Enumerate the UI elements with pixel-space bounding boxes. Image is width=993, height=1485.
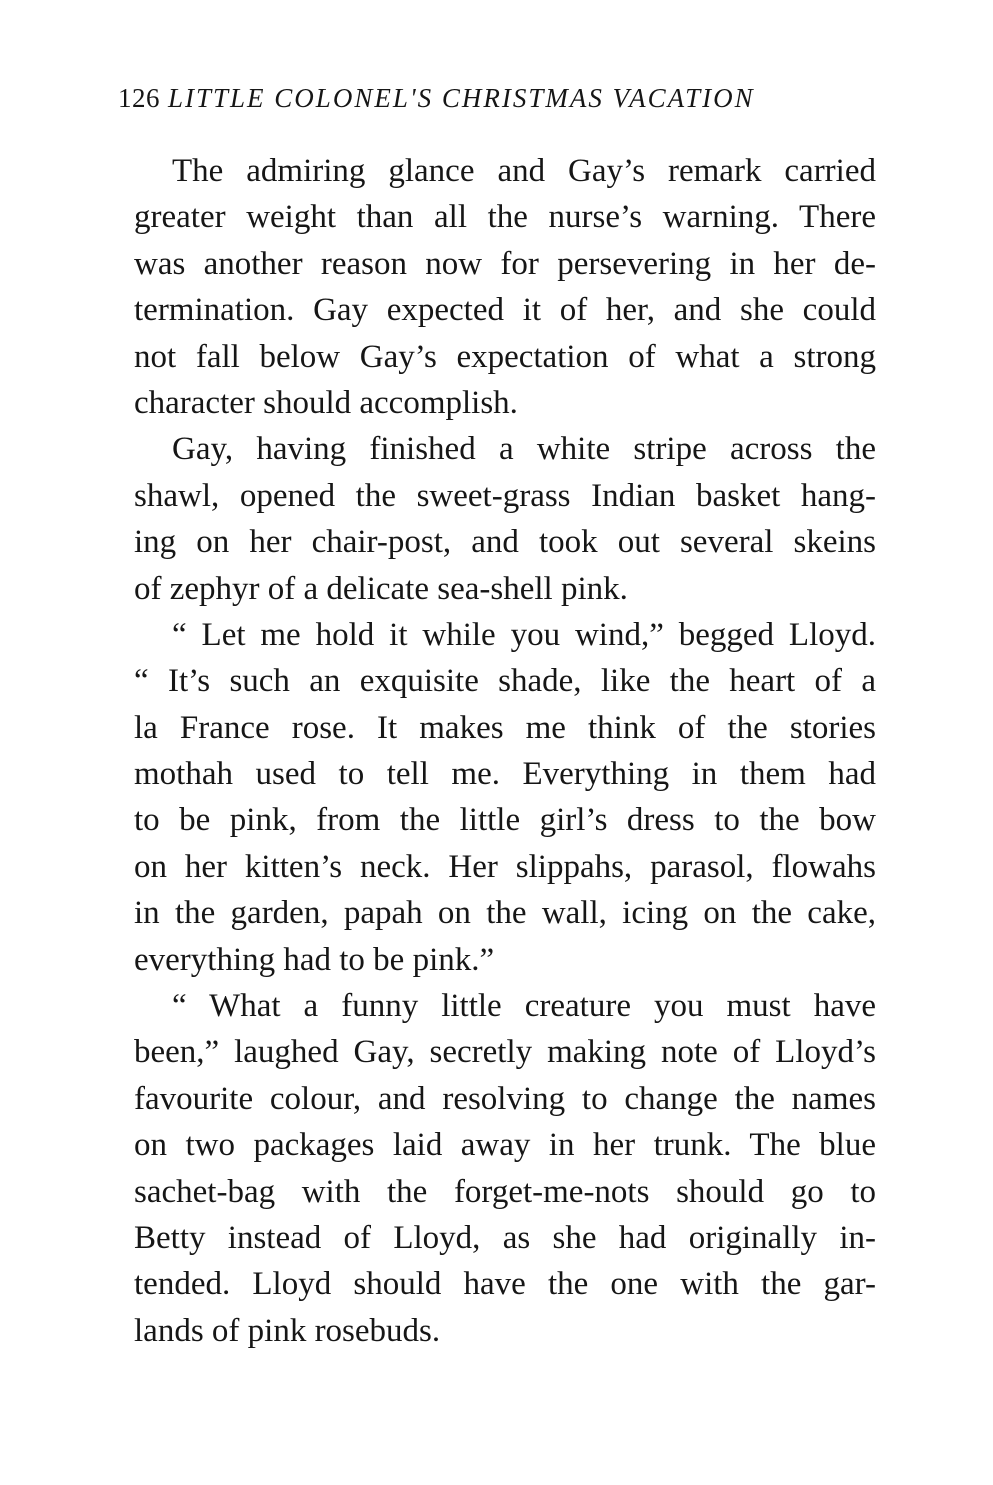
text-line: “ It’s such an exquisite shade, like the heart of a (134, 663, 876, 700)
text-line: on her kitten’s neck. Her slippahs, parasol, flowahs (134, 848, 876, 885)
text-line: la France rose. It makes me think of the stories (134, 709, 876, 746)
text-line: ing on her chair-post, and took out several skeins (134, 524, 876, 561)
text-line: The admiring glance and Gay’s remark carried (172, 153, 876, 189)
text-line: everything had to be pink.” (134, 941, 495, 978)
text-line: was another reason now for persevering in her de- (134, 245, 876, 282)
book-title: LITTLE COLONEL'S CHRISTMAS VACATION (168, 83, 755, 113)
text-line: tended. Lloyd should have the one with the gar- (134, 1266, 876, 1303)
text-line: greater weight than all the nurse’s warning. There (134, 199, 876, 236)
body-text (134, 148, 876, 1354)
text-line: of zephyr of a delicate sea-shell pink. (134, 570, 628, 607)
text-line: mothah used to tell me. Everything in them had (134, 756, 876, 793)
text-line: character should accomplish. (134, 384, 518, 421)
page-number: 126 (118, 83, 160, 113)
text-line: favourite colour, and resolving to change the names (134, 1080, 876, 1117)
text-line: termination. Gay expected it of her, and she could (134, 292, 876, 329)
text-line: lands of pink rosebuds. (134, 1312, 441, 1349)
text-line: not fall below Gay’s expectation of what a strong (134, 338, 876, 375)
text-line: to be pink, from the little girl’s dress to the bow (134, 802, 876, 839)
text-line: “ Let me hold it while you wind,” begged Lloyd. (172, 616, 876, 653)
text-line: “ What a funny little creature you must have (172, 988, 876, 1025)
text-line: Betty instead of Lloyd, as she had originally in- (134, 1219, 876, 1256)
text-line: been,” laughed Gay, secretly making note of Lloyd’s (134, 1034, 876, 1071)
text-line: shawl, opened the sweet-grass Indian basket hang- (134, 477, 876, 514)
text-line: Gay, having finished a white stripe across the (172, 431, 876, 468)
text-line: in the garden, papah on the wall, icing on the cake, (134, 895, 876, 932)
text-line: on two packages laid away in her trunk. The blue (134, 1127, 876, 1164)
running-head (118, 82, 755, 114)
text-line: sachet-bag with the forget-me-nots should go to (134, 1173, 876, 1210)
